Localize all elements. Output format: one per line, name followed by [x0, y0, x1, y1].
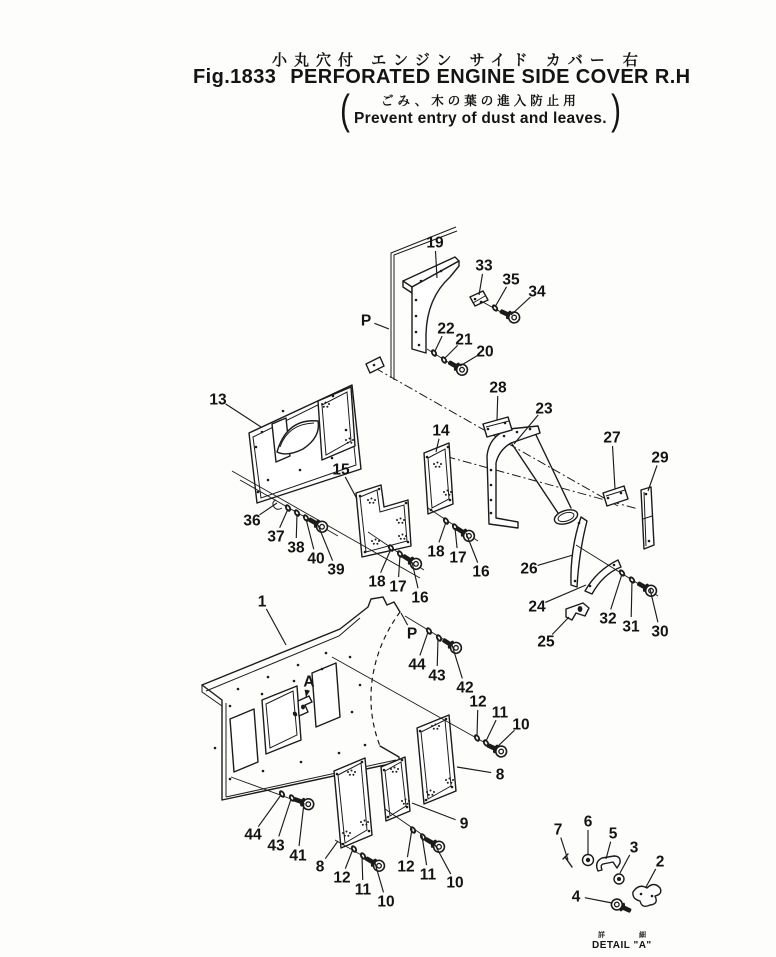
- callout-16: 16: [411, 589, 429, 607]
- callout-41: 41: [289, 847, 307, 865]
- callout-31: 31: [622, 618, 640, 636]
- leader-line-37: [280, 509, 288, 528]
- part-26-stay: [571, 517, 587, 587]
- detail-a-label: [592, 932, 662, 951]
- part-23-duct: [487, 426, 579, 528]
- figure-number: Fig.1833: [193, 66, 277, 88]
- leader-line-17: [399, 555, 400, 577]
- leader-line-3: [620, 855, 630, 873]
- callout-24: 24: [528, 598, 546, 616]
- callout-6: 6: [583, 813, 593, 831]
- callout-P: P: [360, 312, 372, 330]
- leader-line-12: [407, 829, 412, 857]
- leader-line-44: [258, 795, 281, 827]
- leader-line-11: [486, 720, 496, 741]
- leader-line-1: [266, 609, 286, 645]
- leader-line-25: [552, 617, 569, 635]
- callout-38: 38: [287, 539, 305, 557]
- part-1-opening-1: [230, 709, 258, 772]
- callout-1: 1: [257, 593, 267, 611]
- callout-10: 10: [512, 716, 530, 734]
- callout-18: 18: [427, 543, 445, 561]
- part-7-screw: [563, 854, 572, 867]
- part-26-outline: [571, 517, 587, 587]
- leader-line-43: [437, 638, 438, 666]
- callout-32: 32: [599, 610, 617, 628]
- callout-19: 19: [426, 234, 444, 252]
- part-9-cover: [381, 757, 410, 821]
- part-8-cover-right: [417, 715, 456, 804]
- part-14-outline: [424, 443, 453, 514]
- callout-42: 42: [456, 679, 474, 697]
- part-2-hole-2: [651, 895, 654, 898]
- leader-line-20: [460, 356, 477, 366]
- leader-line-38: [296, 514, 297, 538]
- washer-glyph: [430, 348, 439, 358]
- leader-line-P: [401, 613, 408, 625]
- callout-37: 37: [267, 528, 285, 546]
- figure-title-english: PERFORATED ENGINE SIDE COVER R.H: [290, 66, 691, 88]
- callout-leader-lines: [226, 251, 658, 903]
- bolt-glyph: [635, 578, 658, 598]
- callout-11: 11: [491, 704, 509, 722]
- callout-8: 8: [315, 858, 325, 876]
- leader-line-11: [362, 856, 363, 880]
- part-8-cover-left: [334, 758, 372, 848]
- leader-line-26: [538, 555, 573, 565]
- callout-27: 27: [603, 429, 621, 447]
- part-5-clamp: [597, 856, 620, 871]
- leader-line-8: [325, 841, 338, 859]
- part-27-strip: [603, 486, 628, 506]
- part-25-clip: [566, 603, 589, 620]
- part-23-funnel-right: [536, 435, 571, 508]
- part-1-side-panel: [202, 597, 400, 800]
- callout-22: 22: [437, 320, 455, 338]
- callout-39: 39: [327, 561, 345, 579]
- callout-12: 12: [397, 858, 415, 876]
- figure-title-japanese: 小丸穴付 エンジン サイド カバー 右: [272, 52, 645, 69]
- callout-23: 23: [535, 400, 553, 418]
- part-6-center: [586, 858, 590, 862]
- callout-30: 30: [651, 623, 669, 641]
- callout-33: 33: [475, 257, 493, 275]
- leader-line-35: [495, 287, 507, 307]
- leader-line-13: [226, 404, 261, 427]
- callout-13: 13: [209, 391, 227, 409]
- part-1-opening-3: [312, 663, 340, 727]
- leader-line-28: [497, 396, 498, 420]
- close-paren: ): [610, 86, 621, 133]
- detail-a-label-japanese: 詳 細: [598, 932, 662, 939]
- callout-3: 3: [629, 839, 639, 857]
- leader-line-12: [477, 710, 478, 736]
- callout-14: 14: [432, 422, 450, 440]
- leader-line-12: [345, 849, 353, 869]
- leader-line-36: [259, 503, 277, 515]
- part-25-outline: [566, 603, 589, 620]
- callout-43: 43: [267, 837, 285, 855]
- leader-line-9: [412, 803, 456, 820]
- callout-2: 2: [655, 853, 665, 871]
- callout-28: 28: [489, 379, 507, 397]
- callout-26: 26: [520, 560, 538, 578]
- callout-17: 17: [449, 549, 467, 567]
- part-24-stay: [585, 560, 621, 594]
- leader-line-15: [345, 477, 357, 499]
- leader-line-P: [374, 323, 389, 329]
- callout-18: 18: [368, 573, 386, 591]
- part-8l-outline: [334, 758, 372, 848]
- section-plane-lines: [375, 227, 638, 509]
- part-24-outline: [585, 560, 621, 594]
- part-19-bracket: [403, 257, 459, 353]
- part-3-center: [617, 877, 621, 881]
- callout-11: 11: [354, 881, 372, 899]
- leader-line-18: [439, 522, 446, 542]
- callout-12: 12: [333, 869, 351, 887]
- callout-44: 44: [408, 656, 426, 674]
- callout-10: 10: [446, 874, 464, 892]
- part-1-face: [202, 597, 400, 800]
- callout-34: 34: [528, 283, 546, 301]
- callout-16: 16: [472, 563, 490, 581]
- callout-36: 36: [243, 512, 261, 530]
- leader-line-29: [648, 465, 657, 491]
- part-2-hole-1: [640, 893, 643, 896]
- open-paren: (: [340, 86, 350, 133]
- callout-7: 7: [553, 821, 563, 839]
- part-29-strip: [641, 487, 654, 549]
- part-13-panel: [249, 357, 384, 503]
- leader-line-31: [631, 581, 632, 617]
- callout-A: A: [303, 673, 315, 691]
- washer-glyph: [425, 626, 434, 636]
- part-8r-outline: [417, 715, 456, 804]
- callout-29: 29: [651, 449, 669, 467]
- leader-line-41: [299, 803, 304, 846]
- leader-line-27: [613, 446, 615, 489]
- callout-15: 15: [332, 461, 350, 479]
- leader-line-24: [545, 585, 586, 602]
- callout-4: 4: [571, 888, 581, 906]
- leader-line-22: [435, 336, 442, 351]
- leader-line-8: [457, 767, 491, 773]
- part-14-frame: [424, 443, 453, 514]
- callout-9: 9: [459, 815, 469, 833]
- subtitle-japanese: ごみ、木の葉の進入防止用: [381, 94, 580, 108]
- bolt-glyph: [446, 357, 469, 377]
- callout-5: 5: [608, 825, 618, 843]
- leader-line-17: [455, 528, 457, 548]
- callout-44: 44: [244, 826, 262, 844]
- callout-25: 25: [537, 633, 555, 651]
- callout-10: 10: [377, 893, 395, 911]
- part-2-wing-bracket: [633, 885, 661, 907]
- subtitle-english: Prevent entry of dust and leaves.: [354, 110, 607, 127]
- callout-20: 20: [476, 343, 494, 361]
- leader-line-44: [420, 632, 428, 655]
- callout-P: P: [406, 625, 418, 643]
- callout-11: 11: [419, 866, 437, 884]
- callout-12: 12: [469, 693, 487, 711]
- leader-line-4: [585, 898, 612, 903]
- callout-21: 21: [455, 331, 473, 349]
- bolt-glyph: [610, 897, 634, 916]
- callout-17: 17: [389, 578, 407, 596]
- callout-35: 35: [502, 271, 520, 289]
- detail-a-label-english: DETAIL "A": [592, 940, 652, 951]
- part-25-bolt: [578, 606, 583, 612]
- leader-line-32: [611, 574, 622, 609]
- callout-8: 8: [495, 766, 505, 784]
- detail-a-bolt-dot: [301, 705, 305, 710]
- leader-line-43: [279, 799, 291, 836]
- callout-43: 43: [428, 667, 446, 685]
- callout-40: 40: [307, 550, 325, 568]
- part-23-flange: [487, 426, 540, 528]
- part-9-outline: [381, 757, 410, 821]
- part-23-funnel-left: [512, 444, 558, 513]
- washer-glyph: [617, 568, 626, 578]
- washer-glyph: [490, 303, 499, 313]
